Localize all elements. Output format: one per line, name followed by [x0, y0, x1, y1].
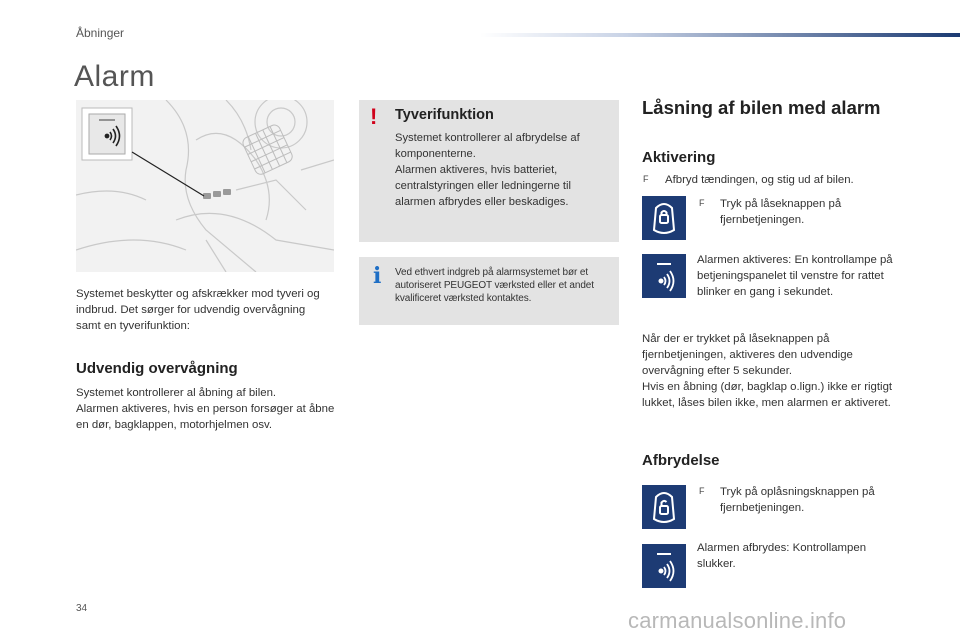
watermark: carmanualsonline.info	[628, 608, 847, 633]
activation-heading: Aktivering	[642, 149, 716, 166]
warning-heading: Tyverifunktion	[395, 107, 494, 123]
activation-text: Når der er trykket på låseknappen på fjernbetjeningen, aktiveres den udvendige overvågning efter 5 sekunder. Hvis en åbning (dør, bagklap o.lign.) ikke er rigtigt lukket, låses bilen ikke, men alarmen er aktiveret.	[642, 333, 893, 409]
section-header: Åbninger	[76, 26, 125, 40]
alarm-panel-icon	[642, 254, 686, 298]
activation-step-2: Tryk på låseknappen på fjernbetjeningen.	[720, 198, 842, 226]
page-title: Alarm	[74, 60, 155, 93]
info-box	[359, 257, 619, 325]
dashboard-photo	[76, 100, 334, 272]
bullet-icon: F	[699, 198, 705, 208]
deactivation-note: Alarmen afbrydes: Kontrollampen slukker.	[697, 542, 867, 570]
warning-text: Systemet kontrollerer al afbrydelse af komponenterne. Alarmen aktiveres, hvis batteriet, centralstyringen eller ledningerne til alarmen afbrydes eller beskadiges.	[395, 132, 580, 208]
page-number: 34	[76, 603, 88, 614]
exterior-text: Systemet kontrollerer al åbning af bilen. Alarmen aktiveres, hvis en person forsøger at åbne en dør, bagklappen, motorhjelmen osv.	[76, 387, 335, 431]
warning-icon: !	[370, 104, 378, 129]
exterior-heading: Udvendig overvågning	[76, 360, 238, 377]
bullet-icon: F	[699, 486, 705, 496]
header-divider	[480, 33, 960, 37]
deactivation-step-1: Tryk på oplåsningsknappen på fjernbetjeningen.	[720, 486, 875, 514]
deactivation-heading: Afbrydelse	[642, 452, 720, 469]
lock-key-icon	[642, 196, 686, 240]
activation-step-1: Afbryd tændingen, og stig ud af bilen.	[665, 174, 854, 186]
alarm-panel-icon	[642, 544, 686, 588]
locking-heading: Låsning af bilen med alarm	[642, 97, 881, 118]
warning-box	[359, 100, 619, 242]
intro-text: Systemet beskytter og afskrækker mod tyveri og indbrud. Det sørger for udvendig overvågning samt en tyverifunktion:	[76, 288, 320, 332]
activation-note: Alarmen aktiveres: En kontrollampe på betjeningspanelet til venstre for rattet blinker en gang i sekundet.	[697, 254, 893, 298]
dashboard-illustration	[76, 100, 334, 272]
bullet-icon: F	[643, 174, 649, 184]
info-text: Ved ethvert indgreb på alarmsystemet bør et autoriseret PEUGEOT værksted eller et andet kvalificeret værksted kontaktes.	[395, 267, 594, 304]
info-icon: i	[373, 263, 382, 289]
unlock-key-icon	[642, 485, 686, 529]
